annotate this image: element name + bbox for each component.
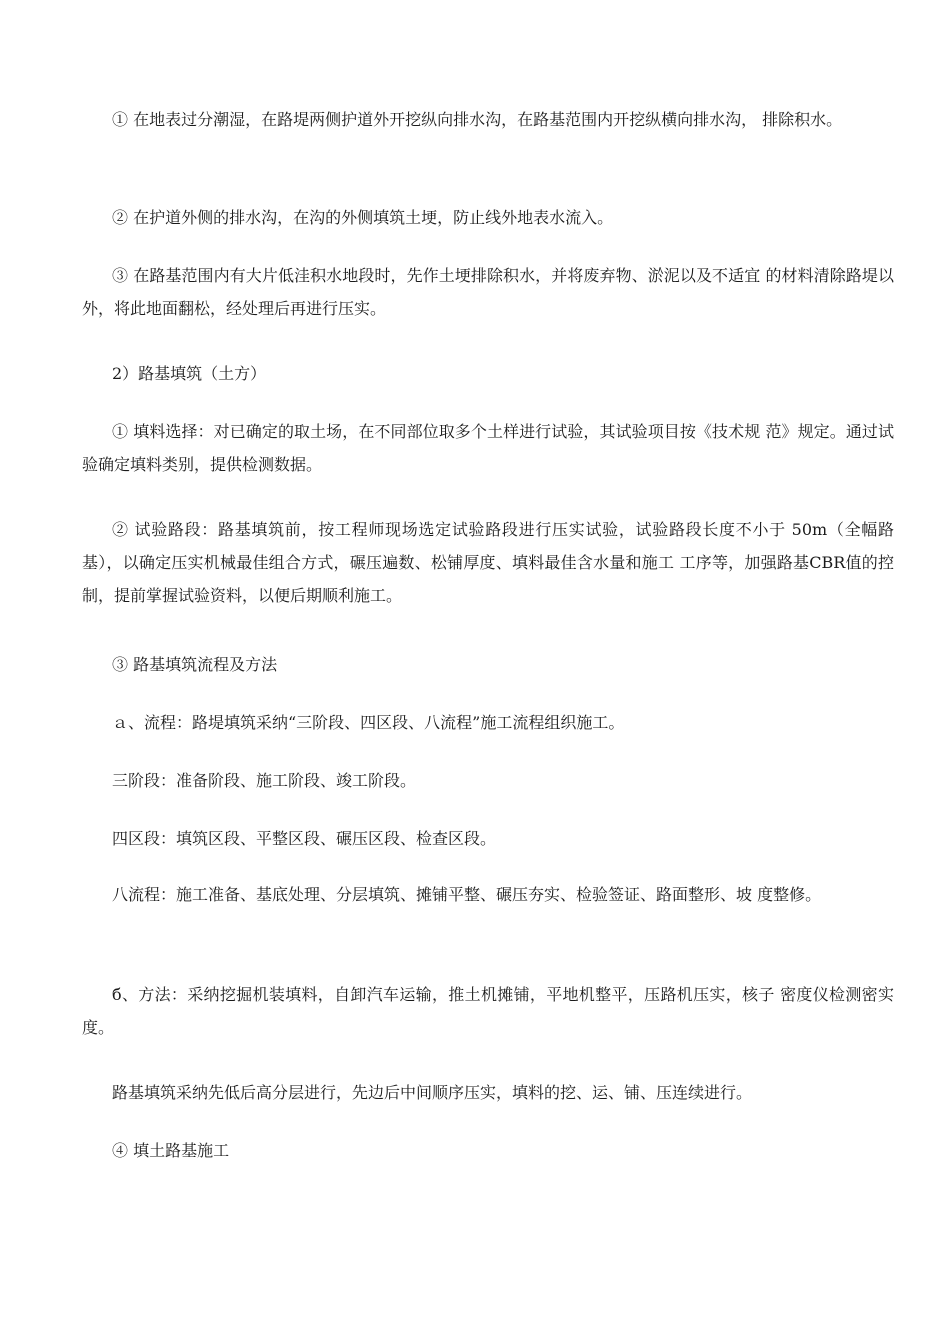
subheading-fill-subgrade-construction: ④ 填土路基施工 [112, 1141, 230, 1160]
paragraph-four-sections: 四区段：填筑区段、平整区段、碾压区段、检查区段。 [112, 829, 497, 848]
paragraph-drainage-wet-surface: ① 在地表过分潮湿，在路堤两侧护道外开挖纵向排水沟，在路基范围内开挖纵横向排水沟， 排除积水。 [112, 110, 843, 129]
paragraph-test-section: ② 试验路段：路基填筑前，按工程师现场选定试验路段进行压实试验，试验路段长度不小于 50m（全幅路基），以确定压实机械最佳组合方式，碾压遍数、松铺厚度、填料最佳含水量和施工 工序等，加强路基CBR值的控制，提前掌握试验资料，以便后期顺利施工。 [82, 520, 894, 605]
paragraph-eight-processes: 八流程：施工准备、基底处理、分层填筑、摊铺平整、碾压夯实、检验签证、路面整形、坡 度整修。 [112, 885, 822, 904]
paragraph-drainage-ditch-embankment: ② 在护道外侧的排水沟，在沟的外侧填筑土埂，防止线外地表水流入。 [112, 208, 614, 227]
subheading-filling-process: ③ 路基填筑流程及方法 [112, 655, 278, 674]
paragraph-method: б、方法：采纳挖掘机装填料，自卸汽车运输，推土机摊铺，平地机整平，压路机压实，核子 密度仪检测密实度。 [82, 985, 894, 1037]
paragraph-three-stages: 三阶段：准备阶段、施工阶段、竣工阶段。 [112, 771, 417, 790]
paragraph-layered-filling: 路基填筑采纳先低后高分层进行，先边后中间顺序压实，填料的挖、运、铺、压连续进行。 [112, 1083, 753, 1102]
paragraph-low-lying-water: ③ 在路基范围内有大片低洼积水地段时，先作土埂排除积水，并将废弃物、淤泥以及不适宜 的材料清除路堤以外，将此地面翻松，经处理后再进行压实。 [82, 266, 894, 318]
paragraph-process-flow: ａ、流程：路堤填筑采纳“三阶段、四区段、八流程”施工流程组织施工。 [112, 713, 625, 732]
section-heading-subgrade-filling: 2）路基填筑（土方） [112, 364, 267, 383]
paragraph-fill-selection: ① 填料选择：对已确定的取土场，在不同部位取多个土样进行试验，其试验项目按《技术规 范》规定。通过试验确定填料类别，提供检测数据。 [82, 422, 894, 474]
